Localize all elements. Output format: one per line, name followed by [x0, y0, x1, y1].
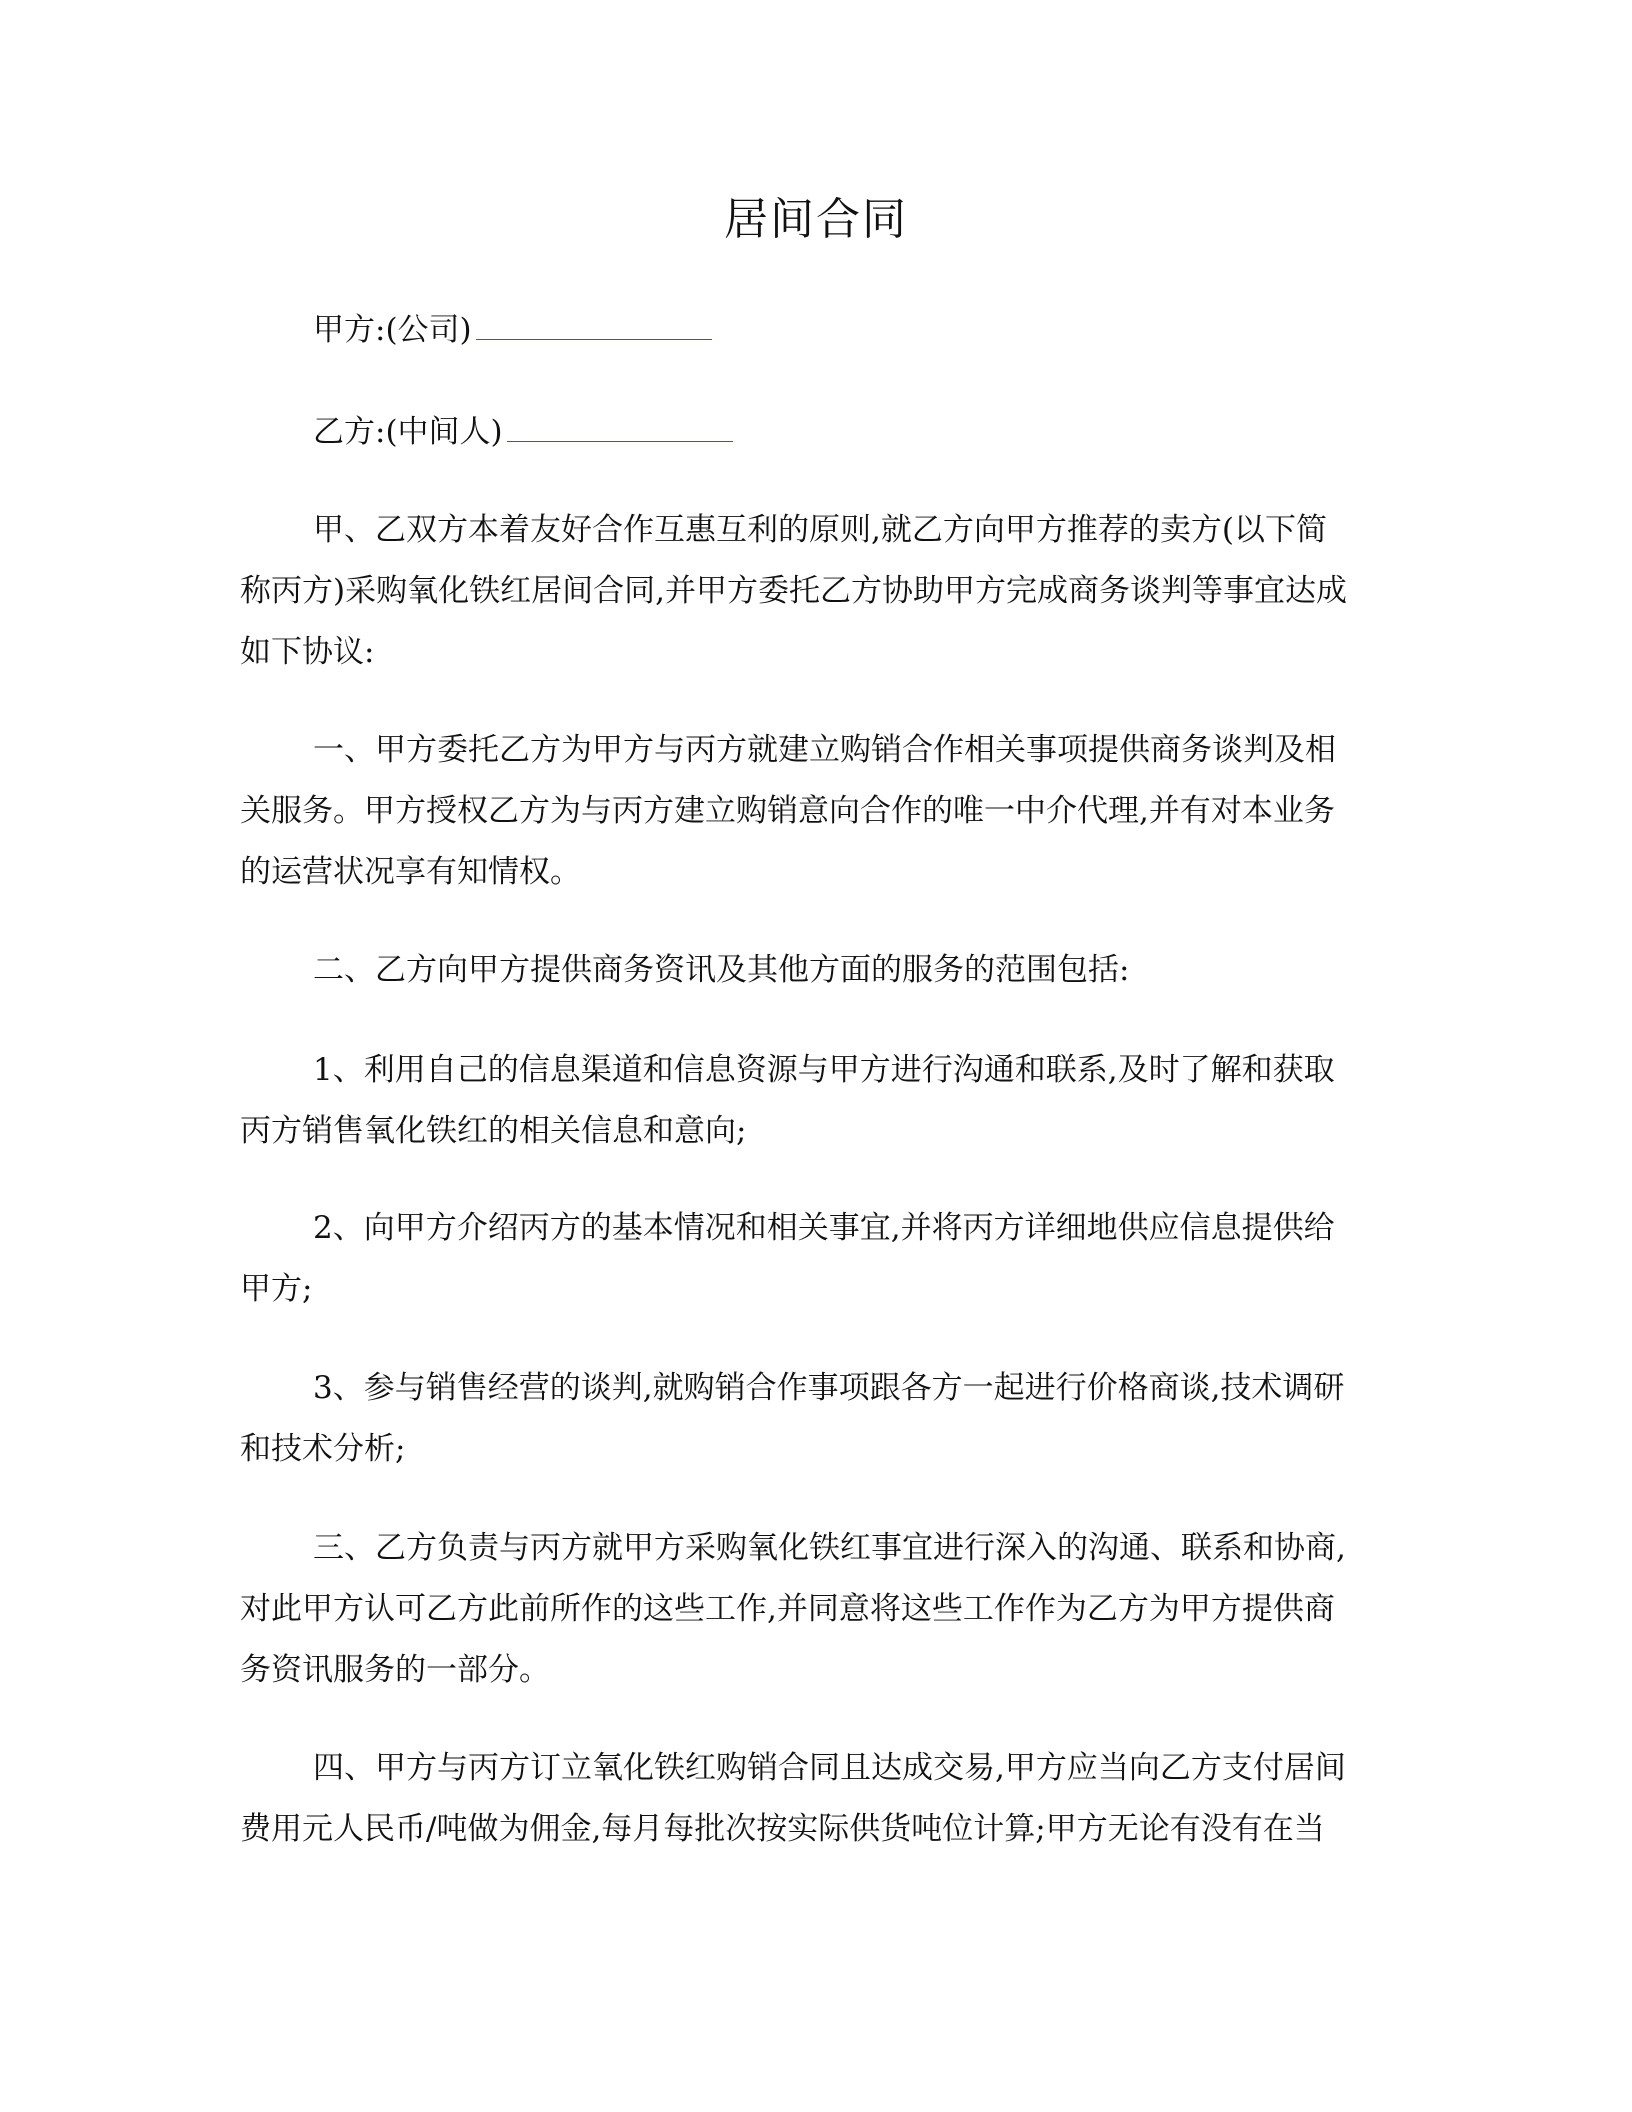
party-b-line — [313, 402, 733, 463]
party-b-label: 乙方:(中间人) — [313, 414, 503, 450]
paragraph-line: 和技术分析; — [240, 1431, 406, 1467]
paragraph-line: 对此甲方认可乙方此前所作的这些工作,并同意将这些工作作为乙方为甲方提供商 — [240, 1591, 1335, 1627]
paragraph-line: 如下协议: — [240, 634, 375, 670]
document-title: 居间合同 — [724, 194, 908, 245]
paragraph-line: 一、甲方委托乙方为甲方与丙方就建立购销合作相关事项提供商务谈判及相 — [313, 732, 1336, 768]
paragraph-line: 称丙方)采购氧化铁红居间合同,并甲方委托乙方协助甲方完成商务谈判等事宜达成 — [240, 573, 1347, 609]
paragraph-line: 2、向甲方介绍丙方的基本情况和相关事宜,并将丙方详细地供应信息提供给 — [313, 1210, 1335, 1246]
party-a-blank-field[interactable] — [476, 338, 712, 340]
paragraph-clause-3 — [240, 1518, 1400, 1701]
paragraph-line: 丙方销售氧化铁红的相关信息和意向; — [240, 1113, 747, 1149]
paragraph-line: 二、乙方向甲方提供商务资讯及其他方面的服务的范围包括: — [313, 952, 1130, 988]
paragraph-line: 四、甲方与丙方订立氧化铁红购销合同且达成交易,甲方应当向乙方支付居间 — [313, 1750, 1346, 1786]
paragraph-clause-4 — [240, 1738, 1400, 1860]
paragraph-preamble — [240, 500, 1400, 683]
paragraph-clause-1 — [240, 720, 1400, 903]
paragraph-clause-2-item-2 — [240, 1198, 1400, 1320]
paragraph-line: 的运营状况享有知情权。 — [240, 854, 581, 890]
paragraph-line: 务资讯服务的一部分。 — [240, 1652, 550, 1688]
paragraph-clause-2-item-1 — [240, 1040, 1400, 1162]
paragraph-line: 三、乙方负责与丙方就甲方采购氧化铁红事宜进行深入的沟通、联系和协商, — [313, 1530, 1346, 1566]
paragraph-line: 费用元人民币/吨做为佣金,每月每批次按实际供货吨位计算;甲方无论有没有在当 — [240, 1811, 1325, 1847]
paragraph-clause-2 — [240, 940, 1400, 1001]
paragraph-line: 1、利用自己的信息渠道和信息资源与甲方进行沟通和联系,及时了解和获取 — [313, 1052, 1335, 1088]
paragraph-line: 关服务。甲方授权乙方为与丙方建立购销意向合作的唯一中介代理,并有对本业务 — [240, 793, 1335, 829]
party-a-label: 甲方:(公司) — [313, 312, 472, 348]
paragraph-line: 3、参与销售经营的谈判,就购销合作事项跟各方一起进行价格商谈,技术调研 — [313, 1370, 1345, 1406]
paragraph-line: 甲方; — [240, 1271, 313, 1307]
paragraph-line: 甲、乙双方本着友好合作互惠互利的原则,就乙方向甲方推荐的卖方(以下简 — [313, 512, 1327, 548]
party-b-blank-field[interactable] — [507, 440, 733, 442]
paragraph-clause-2-item-3 — [240, 1358, 1400, 1480]
party-a-line — [313, 300, 712, 361]
